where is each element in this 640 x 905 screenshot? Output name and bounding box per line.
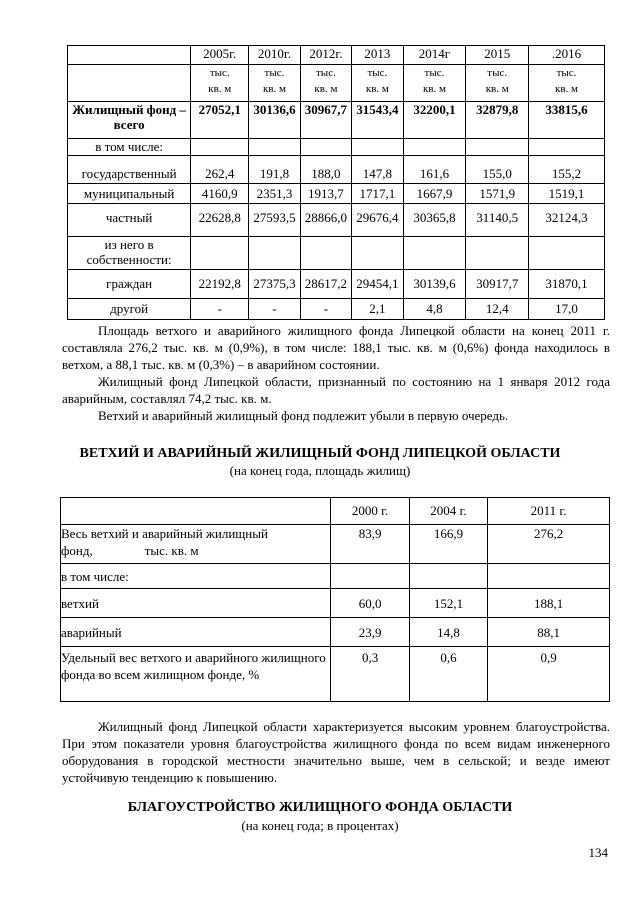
table-row bbox=[68, 299, 605, 320]
row-label-text: фонд, bbox=[61, 543, 93, 558]
table-row bbox=[68, 102, 605, 139]
table-cell: 2351,3 bbox=[249, 184, 300, 204]
row-label-text: Весь ветхий и аварийный жилищный bbox=[61, 526, 268, 541]
table-row bbox=[61, 589, 610, 618]
table-cell bbox=[352, 139, 403, 156]
row-label: в том числе: bbox=[68, 139, 191, 156]
year-header: .2016 bbox=[529, 46, 605, 65]
table-cell: 30139,6 bbox=[403, 270, 466, 299]
unit-cell bbox=[249, 65, 300, 102]
table-cell: 27052,1 bbox=[191, 102, 249, 139]
unit-line: тыс. bbox=[367, 67, 388, 79]
table-cell: 22192,8 bbox=[191, 270, 249, 299]
table-cell: 1913,7 bbox=[300, 184, 351, 204]
table-cell: 30917,7 bbox=[466, 270, 529, 299]
table-cell: 2,1 bbox=[352, 299, 403, 320]
table-cell bbox=[466, 237, 529, 270]
table-cell: 30967,7 bbox=[300, 102, 351, 139]
table-cell bbox=[403, 237, 466, 270]
paragraph-text: Ветхий и аварийный жилищный фонд подлежит убыли в первую очередь. bbox=[98, 408, 509, 423]
table-cell: 147,8 bbox=[352, 156, 403, 184]
table-cell: 28866,0 bbox=[300, 204, 351, 237]
table-cell: 276,2 bbox=[488, 525, 610, 564]
housing-stock-table bbox=[67, 45, 605, 320]
table-row bbox=[61, 525, 610, 564]
unit-line: кв. м bbox=[555, 83, 579, 95]
table-cell bbox=[68, 65, 191, 102]
table-row bbox=[68, 270, 605, 299]
section-subheading: (на конец года; в процентах) bbox=[241, 818, 399, 833]
table-cell: 155,2 bbox=[529, 156, 605, 184]
year-header: 2013 bbox=[352, 46, 403, 65]
unit-line: тыс. bbox=[316, 67, 336, 79]
table-cell: 27593,5 bbox=[249, 204, 300, 237]
table-row bbox=[61, 618, 610, 647]
dilapidated-housing-table bbox=[60, 497, 610, 702]
paragraph-text: Жилищный фонд Липецкой области, признанный по состоянию на 1 января 2012 года аварийным, составлял 74,2 тыс. кв. м. bbox=[62, 374, 610, 406]
row-label bbox=[61, 525, 331, 564]
year-header: 2014г bbox=[403, 46, 466, 65]
table-row bbox=[68, 204, 605, 237]
table-cell bbox=[61, 498, 331, 525]
year-header: 2010г. bbox=[249, 46, 300, 65]
unit-line: кв. м bbox=[365, 83, 389, 95]
row-label: ветхий bbox=[61, 589, 331, 618]
unit-line: тыс. bbox=[264, 67, 285, 79]
table-cell bbox=[403, 139, 466, 156]
table-cell: 1571,9 bbox=[466, 184, 529, 204]
table-cell bbox=[529, 237, 605, 270]
table-cell: 31543,4 bbox=[352, 102, 403, 139]
table-cell: 28617,2 bbox=[300, 270, 351, 299]
table-cell bbox=[529, 139, 605, 156]
unit-line: кв. м bbox=[314, 83, 338, 95]
table-cell: 32124,3 bbox=[529, 204, 605, 237]
table-cell: 188,1 bbox=[488, 589, 610, 618]
row-label: Жилищный фонд – всего bbox=[68, 102, 191, 139]
table-cell: 30365,8 bbox=[403, 204, 466, 237]
table-cell: 33815,6 bbox=[529, 102, 605, 139]
unit-cell bbox=[466, 65, 529, 102]
table-cell: 1717,1 bbox=[352, 184, 403, 204]
table-cell bbox=[191, 139, 249, 156]
unit-cell bbox=[191, 65, 249, 102]
unit-cell bbox=[529, 65, 605, 102]
table-cell: 0,6 bbox=[409, 647, 487, 702]
table-cell: 1519,1 bbox=[529, 184, 605, 204]
row-label: другой bbox=[68, 299, 191, 320]
table-cell bbox=[68, 46, 191, 65]
paragraph-text: Площадь ветхого и аварийного жилищного фонда Липецкой области на конец 2011 г. составляла 276,2 тыс. кв. м (0,9%), в том числе: 188,1 тыс. кв. м (0,6%) фонда находилось в ветхом, а 88,1 тыс. кв. м (0,3%) – в аварийном состоянии. bbox=[62, 323, 610, 372]
unit-line: кв. м bbox=[422, 83, 446, 95]
row-label: муниципальный bbox=[68, 184, 191, 204]
section-heading: БЛАГОУСТРОЙСТВО ЖИЛИЩНОГО ФОНДА ОБЛАСТИ bbox=[127, 800, 513, 815]
table-cell bbox=[249, 139, 300, 156]
table-cell: 12,4 bbox=[466, 299, 529, 320]
year-header: 2015 bbox=[466, 46, 529, 65]
year-header: 2000 г. bbox=[331, 498, 409, 525]
table-row bbox=[68, 237, 605, 270]
unit-cell bbox=[352, 65, 403, 102]
table-cell: 166,9 bbox=[409, 525, 487, 564]
table-cell: 23,9 bbox=[331, 618, 409, 647]
table-cell: 17,0 bbox=[529, 299, 605, 320]
section-heading: ВЕТХИЙ И АВАРИЙНЫЙ ЖИЛИЩНЫЙ ФОНД ЛИПЕЦКОЙ ОБЛАСТИ bbox=[79, 446, 561, 461]
table-cell: 4,8 bbox=[403, 299, 466, 320]
unit-cell bbox=[403, 65, 466, 102]
table-cell: 152,1 bbox=[409, 589, 487, 618]
table-header-row bbox=[61, 498, 610, 525]
table-cell bbox=[249, 237, 300, 270]
table-cell: 191,8 bbox=[249, 156, 300, 184]
unit-line: кв. м bbox=[485, 83, 509, 95]
table-cell: 1667,9 bbox=[403, 184, 466, 204]
table-cell: 161,6 bbox=[403, 156, 466, 184]
table-cell: 155,0 bbox=[466, 156, 529, 184]
paragraph-text: Жилищный фонд Липецкой области характеризуется высоким уровнем благоустройства. При этом показатели уровня благоустройства жилищного фонда по всем видам инженерного оборудования в городской местности значительно выше, чем в сельской; и везде имеют устойчивую тенденцию к повышению. bbox=[62, 719, 610, 785]
table-cell: 32200,1 bbox=[403, 102, 466, 139]
table-cell: 0,3 bbox=[331, 647, 409, 702]
unit-line: тыс. bbox=[209, 67, 230, 79]
unit-cell bbox=[300, 65, 351, 102]
table-cell bbox=[352, 237, 403, 270]
year-header: 2004 г. bbox=[409, 498, 487, 525]
table-cell: 14,8 bbox=[409, 618, 487, 647]
unit-line: тыс. bbox=[487, 67, 508, 79]
table-row bbox=[68, 139, 605, 156]
paragraph bbox=[62, 322, 610, 373]
unit-line: тыс. bbox=[424, 67, 445, 79]
table-cell: 0,9 bbox=[488, 647, 610, 702]
table-cell: - bbox=[249, 299, 300, 320]
row-label: Удельный вес ветхого и аварийного жилищного фонда во всем жилищном фонде, % bbox=[61, 647, 331, 702]
page-number: 134 bbox=[588, 845, 608, 860]
row-label: граждан bbox=[68, 270, 191, 299]
row-label-text: тыс. кв. м bbox=[144, 543, 199, 558]
paragraph bbox=[62, 373, 610, 407]
year-header: 2012г. bbox=[300, 46, 351, 65]
table-cell bbox=[466, 139, 529, 156]
unit-line: тыс. bbox=[556, 67, 577, 79]
row-label: из него в собственности: bbox=[68, 237, 191, 270]
year-header: 2011 г. bbox=[488, 498, 610, 525]
table-cell bbox=[300, 237, 351, 270]
table-header-row bbox=[68, 46, 605, 65]
table-cell: 88,1 bbox=[488, 618, 610, 647]
unit-line: кв. м bbox=[208, 83, 232, 95]
section-subheading: (на конец года, площадь жилищ) bbox=[229, 463, 411, 478]
table-cell: - bbox=[191, 299, 249, 320]
row-label: частный bbox=[68, 204, 191, 237]
paragraph bbox=[62, 407, 610, 424]
table-cell bbox=[488, 564, 610, 589]
table-cell bbox=[331, 564, 409, 589]
table-cell: 31870,1 bbox=[529, 270, 605, 299]
row-label: государственный bbox=[68, 156, 191, 184]
table-row bbox=[68, 184, 605, 204]
unit-line: кв. м bbox=[262, 83, 286, 95]
table-cell: 262,4 bbox=[191, 156, 249, 184]
table-cell: 4160,9 bbox=[191, 184, 249, 204]
table-cell: 188,0 bbox=[300, 156, 351, 184]
table-cell bbox=[191, 237, 249, 270]
year-header: 2005г. bbox=[191, 46, 249, 65]
row-label: в том числе: bbox=[61, 564, 331, 589]
row-label: аварийный bbox=[61, 618, 331, 647]
table-cell: 31140,5 bbox=[466, 204, 529, 237]
table-cell: - bbox=[300, 299, 351, 320]
unit-row bbox=[68, 65, 605, 102]
table-cell: 32879,8 bbox=[466, 102, 529, 139]
table-row bbox=[61, 647, 610, 702]
table-cell: 22628,8 bbox=[191, 204, 249, 237]
table-row bbox=[68, 156, 605, 184]
table-cell: 60,0 bbox=[331, 589, 409, 618]
table-row bbox=[61, 564, 610, 589]
paragraph bbox=[62, 718, 610, 786]
table-cell: 29454,1 bbox=[352, 270, 403, 299]
table-cell: 29676,4 bbox=[352, 204, 403, 237]
table-cell bbox=[409, 564, 487, 589]
table-cell: 27375,3 bbox=[249, 270, 300, 299]
table-cell: 30136,6 bbox=[249, 102, 300, 139]
table-cell bbox=[300, 139, 351, 156]
table-cell: 83,9 bbox=[331, 525, 409, 564]
